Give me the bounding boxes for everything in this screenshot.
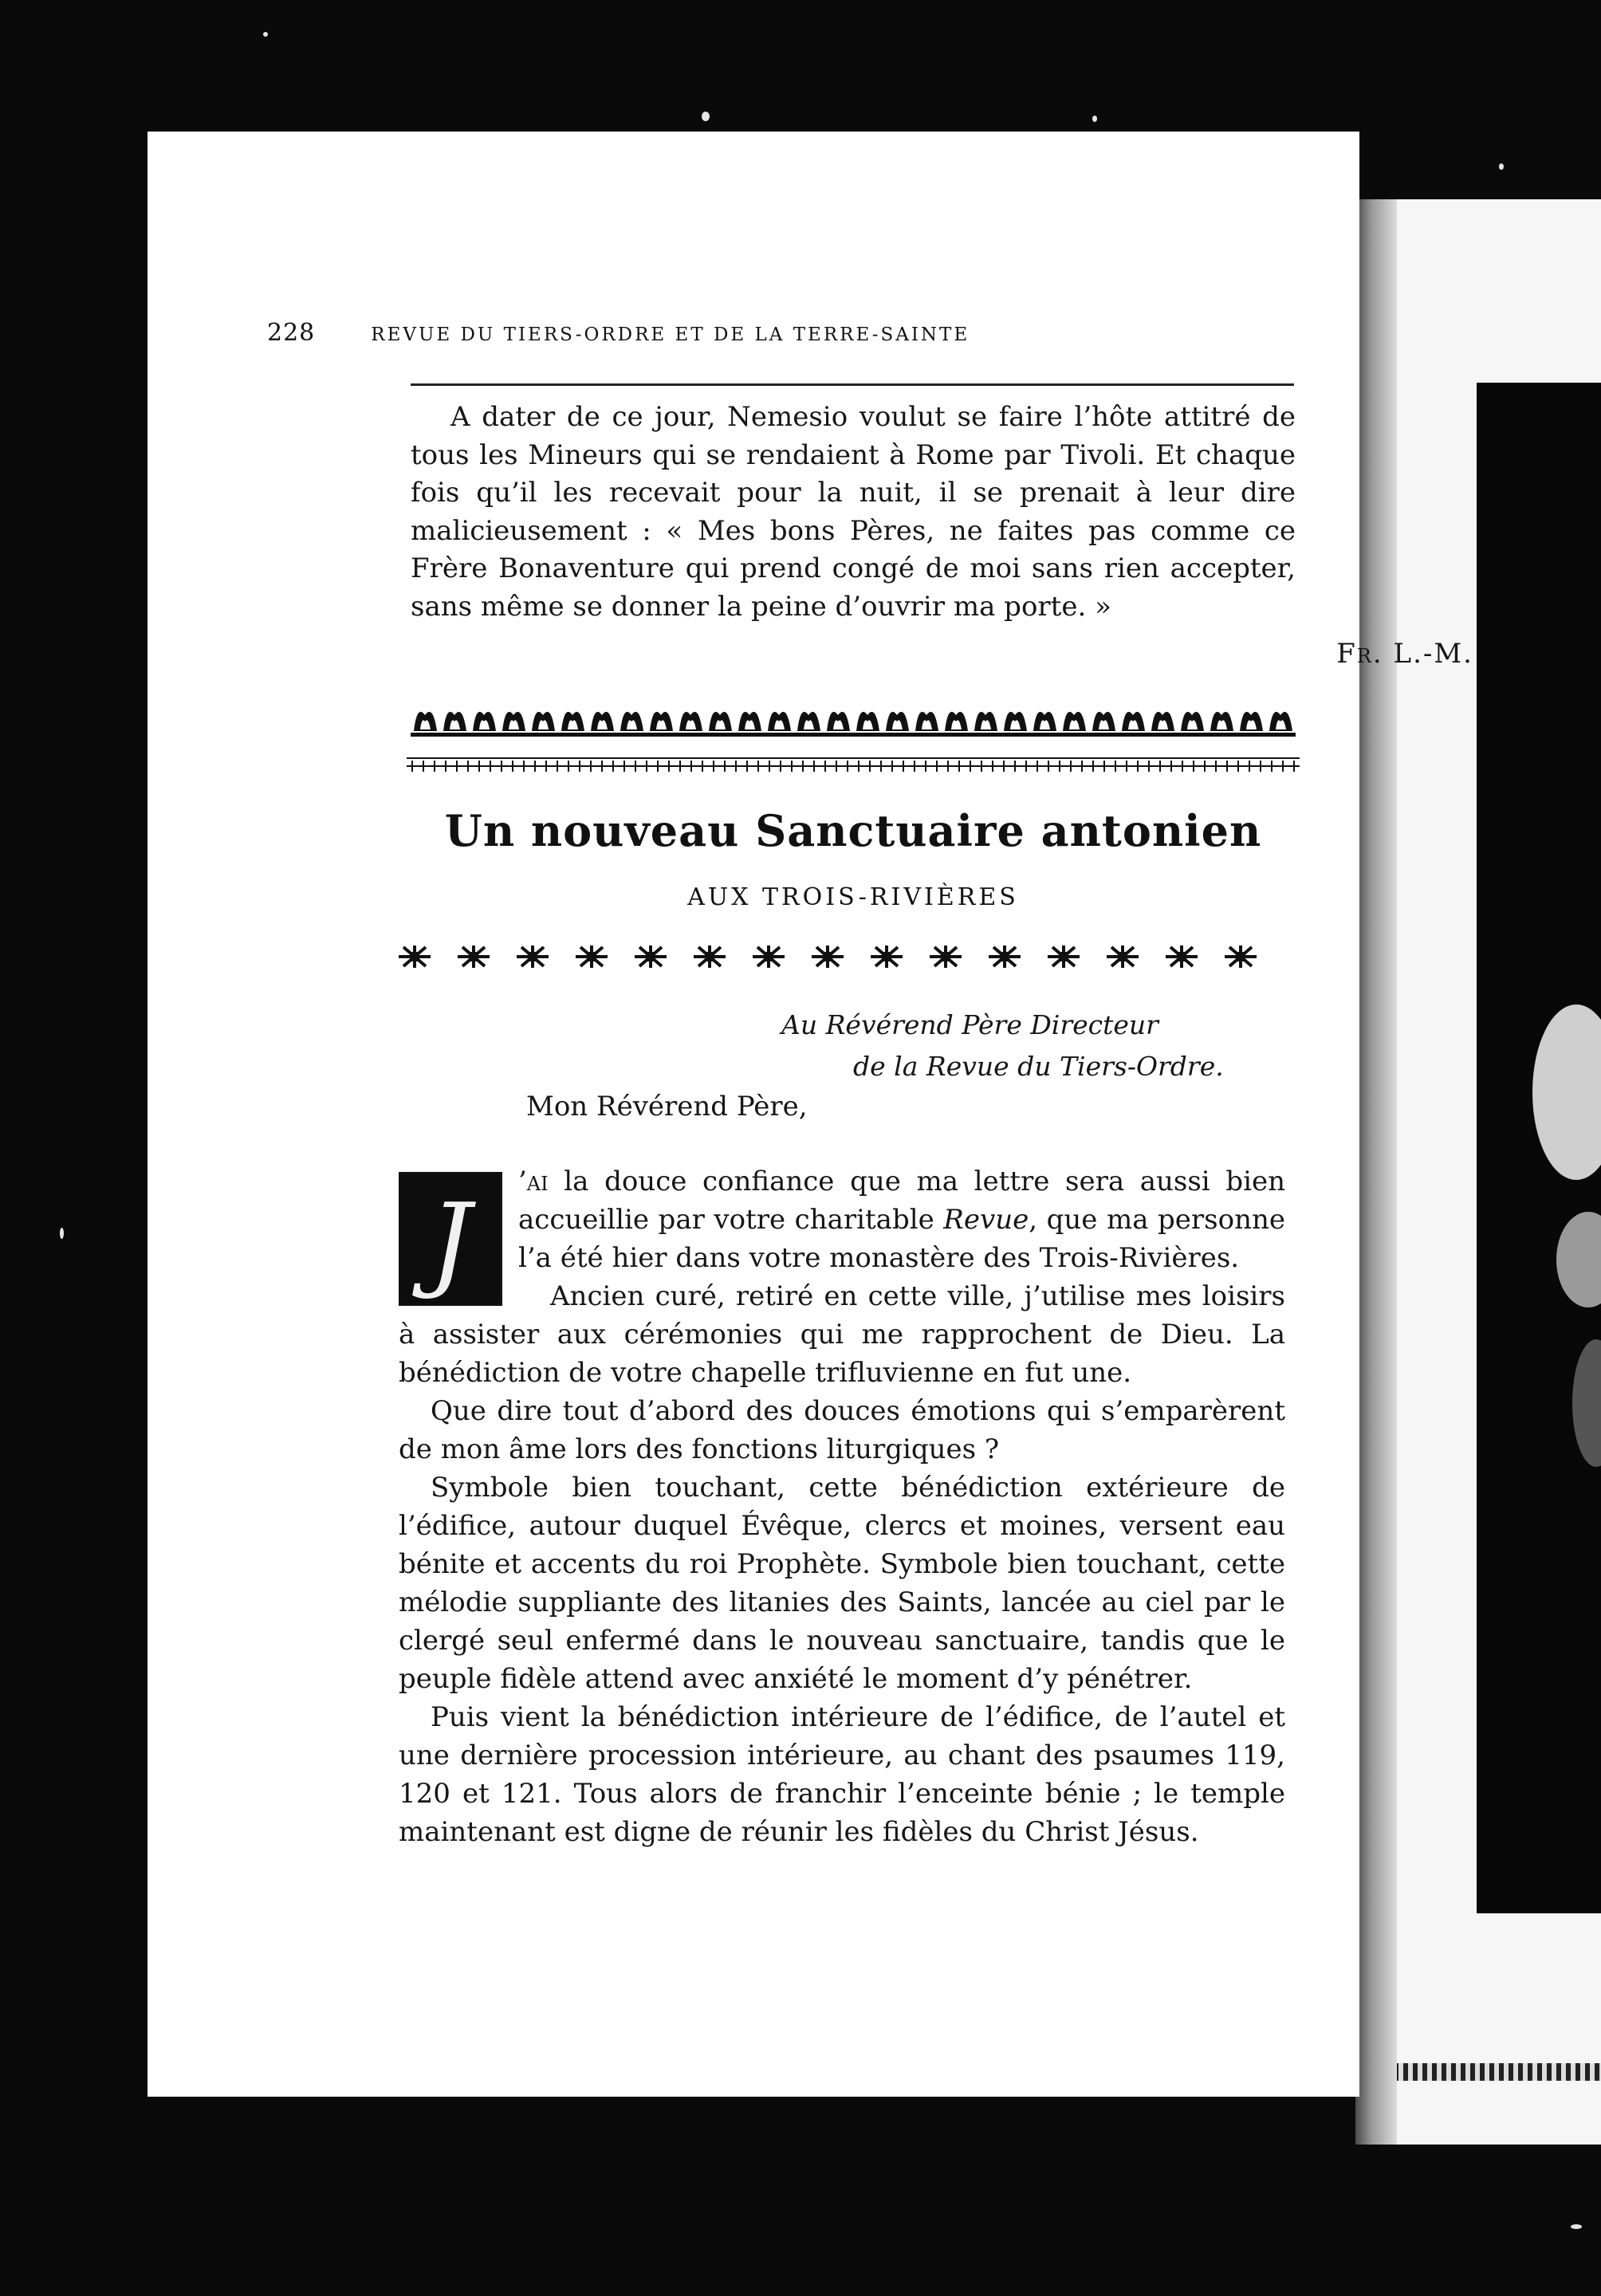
book-spine-shadow [1355, 199, 1397, 2145]
star-ornament-svg [399, 941, 1292, 973]
scan-dust [702, 112, 710, 121]
letter-salutation: Mon Révérend Père, [526, 1091, 808, 1122]
article-subtitle: AUX TROIS-RIVIÈRES [687, 883, 1019, 911]
header-rule [411, 383, 1294, 386]
closing-paragraph: A dater de ce jour, Nemesio voulut se faire l’hôte attitré de tous les Mineurs qui se rendaient à Rome par Tivoli. Et chaque fois qu’il les recevait pour la nuit, il se prenait à leur dire malicieusement : « Mes bons Pères, ne faites pas comme ce Frère Bonaventure qui prend congé de moi sans rien accepter, sans même se donner la peine d’ouvrir ma porte. » [411, 401, 1296, 623]
scan-dust [60, 1228, 64, 1239]
paragraph-4: Symbole bien touchant, cette bénédiction extérieure de l’édifice, autour duquel Évêque, clercs et moines, versent eau bénite et accents du roi Prophète. Symbole bien touchant, cette mélodie suppliante des litanies des Saints, lancée au ciel par le clergé seul enfermé dans le nouveau sanctuaire, tandis que le peuple fidèle attend avec anxiété le moment d’y pénétrer. [399, 1472, 1285, 1695]
author-signature: Fr. L.-M. [1336, 638, 1473, 670]
page-number: 228 [267, 319, 316, 347]
ornament-band-svg [411, 698, 1296, 739]
letter-addressee [781, 1005, 1228, 1087]
cross-rule-svg [407, 756, 1300, 776]
revue-italic: Revue [943, 1204, 1029, 1236]
paragraph-3: Que dire tout d’abord des douces émotions qui s’emparèrent de mon âme lors des fonctions liturgiques ? [399, 1395, 1285, 1465]
scan-dust [1571, 2224, 1582, 2229]
scan-dust [263, 32, 268, 37]
addressee-line-1: Au Révérend Père Directeur [781, 1009, 1158, 1040]
paragraph-1: ’ai la douce confiance que ma lettre sera aussi bien accueillie par votre charitable Revue, que ma personne l’a été hier dans votre monastère des Trois-Rivières. [518, 1166, 1285, 1274]
scan-dust [1092, 116, 1097, 122]
running-head [267, 319, 1300, 347]
journal-title: REVUE DU TIERS-ORDRE ET DE LA TERRE-SAINTE [371, 324, 970, 345]
article-title: Un nouveau Sanctuaire antonien [444, 805, 1262, 856]
para1-lead: ’ai [518, 1166, 549, 1197]
ornament-band [411, 698, 1296, 739]
addressee-line-2: de la Revue du Tiers-Ordre. [853, 1051, 1224, 1082]
paragraph-2: Ancien curé, retiré en cette ville, j’utilise mes loisirs à assister aux cérémonies qui me rapprochent de Dieu. La bénédiction de votre chapelle trifluvienne en fut une. [399, 1280, 1285, 1389]
star-ornament-row [399, 941, 1292, 973]
paragraph-5: Puis vient la bénédiction intérieure de l’édifice, de l’autel et une dernière procession intérieure, au chant des psaumes 119, 120 et 121. Tous alors de franchir l’enceinte bénie ; le temple maintenant est digne de réunir les fidèles du Christ Jésus. [399, 1701, 1285, 1848]
scan-dust [1499, 163, 1504, 170]
cross-rule [407, 756, 1300, 776]
article-body [399, 1162, 1285, 1851]
facing-page-photo [1477, 383, 1601, 1913]
drop-cap-letter: J [429, 1181, 472, 1302]
previous-article-text [411, 399, 1296, 626]
